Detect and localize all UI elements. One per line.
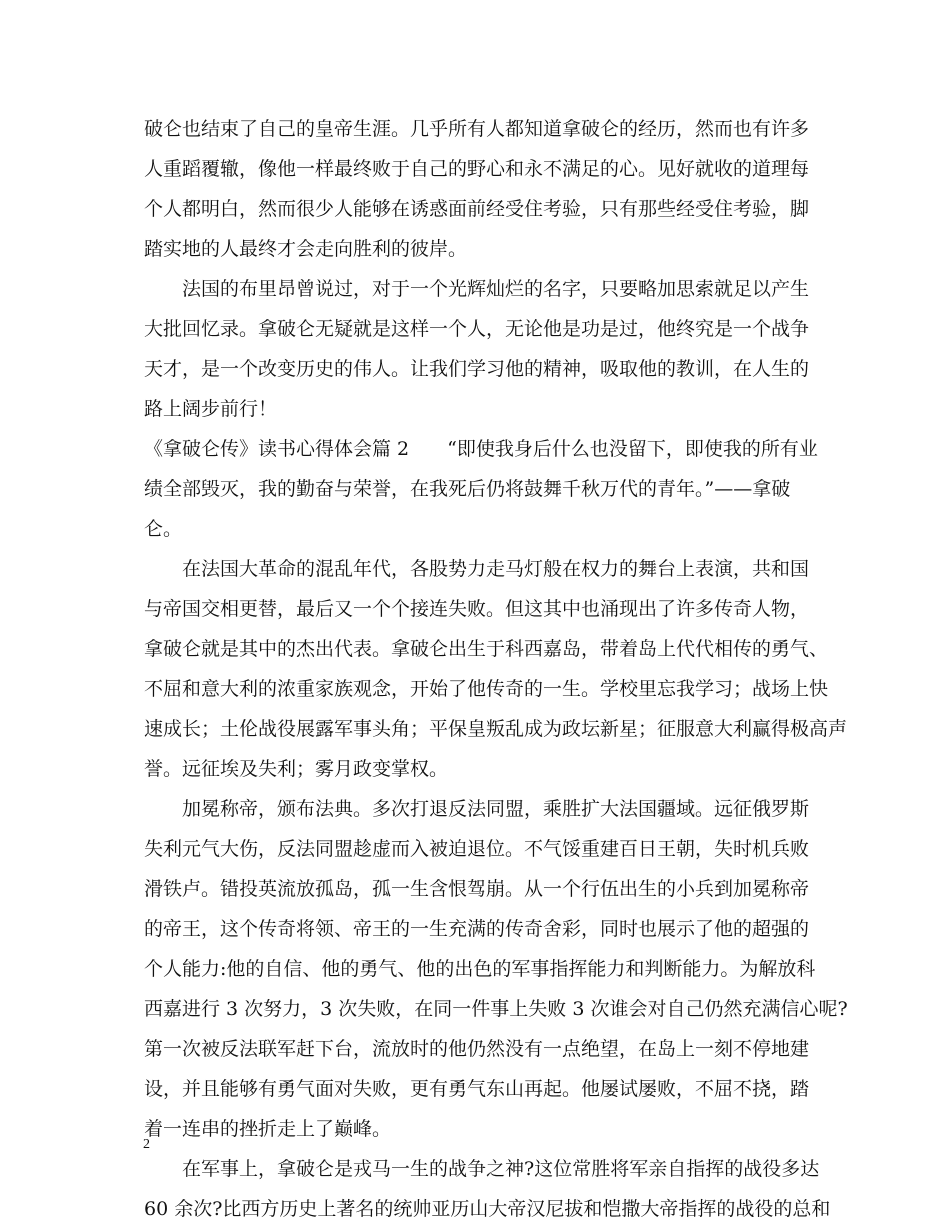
text-line: 天才，是一个改变历史的伟人。让我们学习他的精神，吸取他的教训，在人生的	[144, 358, 810, 380]
text-line: 绩全部毁灭，我的勤奋与荣誉，在我死后仍将鼓舞千秋万代的青年。”——拿破	[144, 478, 791, 500]
text-line: 在法国大革命的混乱年代，各股势力走马灯般在权力的舞台上表演，共和国	[182, 558, 810, 580]
text-line: 人重蹈覆辙，像他一样最终败于自己的野心和永不满足的心。见好就收的道理每	[144, 158, 810, 180]
text-line: 与帝国交相更替，最后又一个个接连失败。但这其中也涌现出了许多传奇人物，	[144, 598, 810, 620]
document-body	[144, 109, 848, 1229]
text-line: 破仑也结束了自己的皇帝生涯。几乎所有人都知道拿破仑的经历，然而也有许多	[144, 118, 810, 140]
text-line: 60 余次?比西方历史上著名的统帅亚历山大帝汉尼拔和恺撒大帝指挥的战役的总和	[144, 1198, 831, 1220]
text-line: 速成长；土伦战役展露军事头角；平保皇叛乱成为政坛新星；征服意大利赢得极高声	[144, 718, 848, 740]
page-number: 2	[143, 1137, 150, 1152]
text-line: 仑。	[144, 518, 183, 540]
section-heading-line: 《拿破仑传》读书心得体会篇 2 “即使我身后什么也没留下，即使我的所有业	[144, 438, 818, 460]
text-line: 设，并且能够有勇气面对失败，更有勇气东山再起。他屡试屡败，不屈不挠，踏	[144, 1078, 810, 1100]
text-line: 大批回忆录。拿破仑无疑就是这样一个人，无论他是功是过，他终究是一个战争	[144, 318, 810, 340]
text-line: 失利元气大伤，反法同盟趁虚而入被迫退位。不气馁重建百日王朝，失时机兵败	[144, 838, 810, 860]
text-line: 加冕称帝，颁布法典。多次打退反法同盟，乘胜扩大法国疆域。远征俄罗斯	[182, 798, 810, 820]
text-line: 路上阔步前行！	[144, 398, 278, 420]
text-line: 誉。远征埃及失利；雾月政变掌权。	[144, 758, 449, 780]
text-line: 个人都明白，然而很少人能够在诱惑面前经受住考验，只有那些经受住考验，脚	[144, 198, 810, 220]
text-line: 西嘉进行 3 次努力，3 次失败，在同一件事上失败 3 次谁会对自己仍然充满信心呢?	[144, 998, 848, 1020]
text-line: 滑铁卢。错投英流放孤岛，孤一生含恨驾崩。从一个行伍出生的小兵到加冕称帝	[144, 878, 810, 900]
text-line: 第一次被反法联军赶下台，流放时的他仍然没有一点绝望，在岛上一刻不停地建	[144, 1038, 810, 1060]
text-line: 不屈和意大利的浓重家族观念，开始了他传奇的一生。学校里忘我学习；战场上快	[144, 678, 829, 700]
text-line: 法国的布里昂曾说过，对于一个光辉灿烂的名字，只要略加思索就足以产生	[182, 278, 810, 300]
text-line: 在军事上，拿破仑是戎马一生的战争之神?这位常胜将军亲自指挥的战役多达	[182, 1158, 820, 1180]
text-line: 的帝王，这个传奇将领、帝王的一生充满的传奇舍彩，同时也展示了他的超强的	[144, 918, 810, 940]
text-line: 着一连串的挫折走上了巅峰。	[144, 1118, 392, 1140]
text-line: 个人能力:他的自信、他的勇气、他的出色的军事指挥能力和判断能力。为解放科	[144, 958, 816, 980]
text-line: 拿破仑就是其中的杰出代表。拿破仑出生于科西嘉岛，带着岛上代代相传的勇气、	[144, 638, 829, 660]
text-line: 踏实地的人最终才会走向胜利的彼岸。	[144, 238, 468, 260]
